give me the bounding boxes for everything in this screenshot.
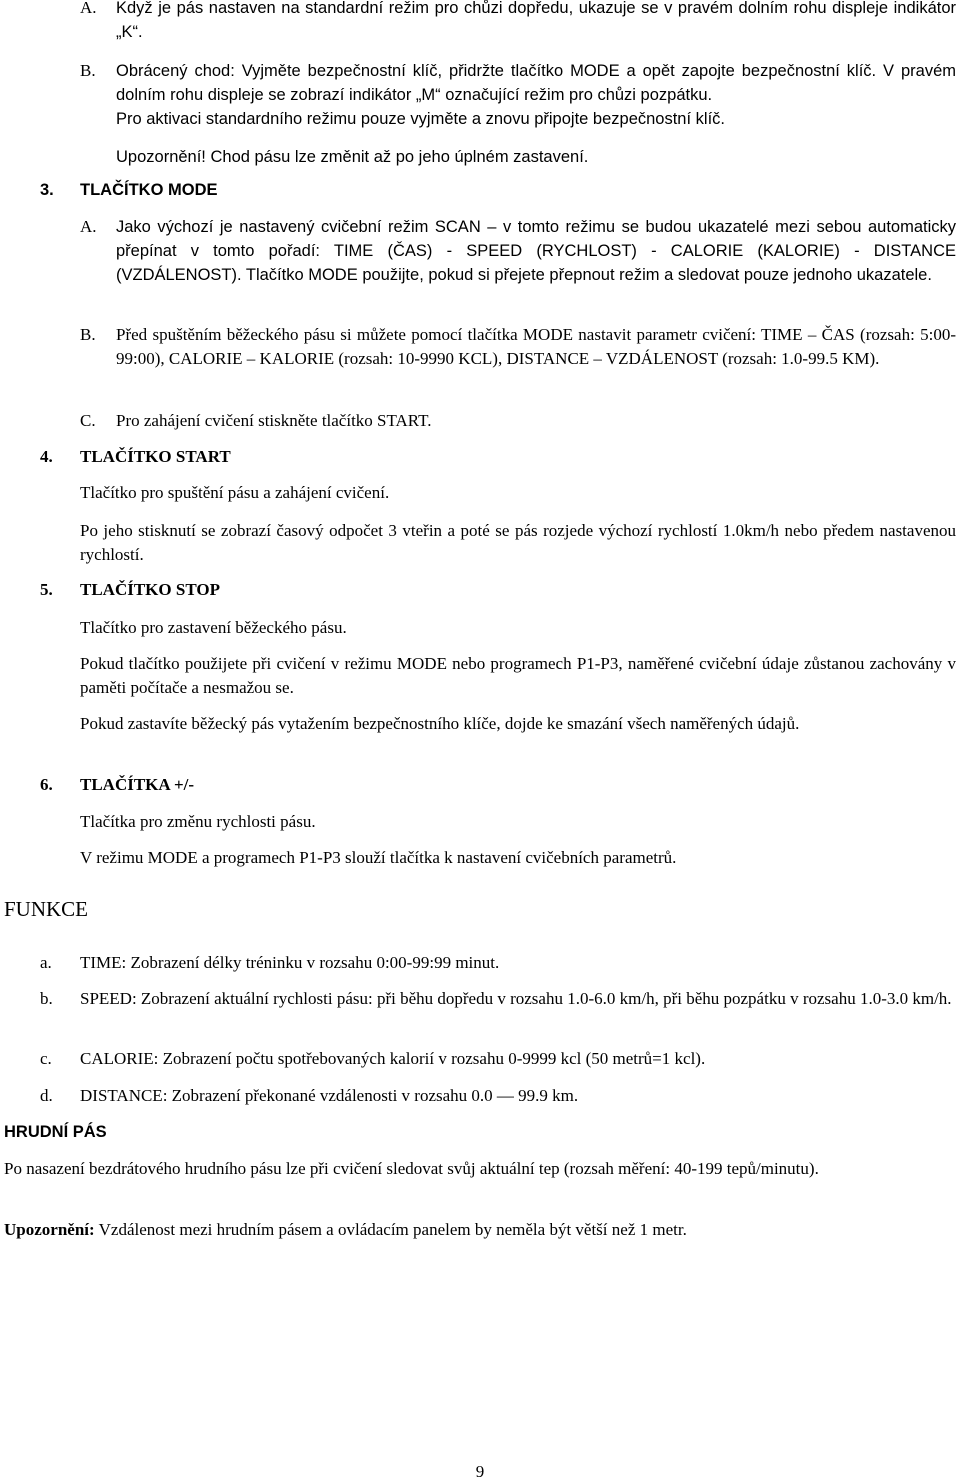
paragraph: Po jeho stisknutí se zobrazí časový odpočet 3 vteřin a poté se pás rozjede výchozí rychlostí 1.0km/h nebo předem nastavenou rychlostí. [80,521,956,564]
section-heading: TLAČÍTKA +/- [80,775,195,794]
paragraph: Před spuštěním běžeckého pásu si můžete pomocí tlačítka MODE nastavit parametr cvičení: TIME – ČAS (rozsah: 5:00-99:00), CALORIE – KALORIE (rozsah: 10-9990 KCL), DISTANCE – VZDÁLENOST (rozsah: 1.0-99.5 KM). [116,325,956,368]
warning-note: Upozornění! Chod pásu lze změnit až po jeho úplném zastavení. [116,148,589,166]
warning-label: Upozornění: [4,1220,95,1239]
paragraph: Po nasazení bezdrátového hrudního pásu lze při cvičení sledovat svůj aktuální tep (rozsah měření: 40-199 tepů/minutu). [4,1159,819,1178]
paragraph: Tlačítko pro spuštění pásu a zahájení cvičení. [80,483,390,502]
paragraph: Pokud tlačítko použijete při cvičení v režimu MODE nebo programech P1-P3, naměřené cvičební údaje zůstanou zachovány v paměti počítače a nesmažou se. [80,654,956,697]
item-marker: c. [40,1049,52,1068]
section-number: 5. [40,580,53,599]
page-number: 9 [475,1462,485,1481]
item-marker: B. [80,61,96,80]
item-marker: A. [80,217,97,236]
paragraph: V režimu MODE a programech P1-P3 slouží tlačítka k nastavení cvičebních parametrů. [80,848,677,867]
function-item: DISTANCE: Zobrazení překonané vzdálenosti v rozsahu 0.0 — 99.9 km. [80,1086,579,1105]
paragraph: Obrácený chod: Vyjměte bezpečnostní klíč, přidržte tlačítko MODE a opět zapojte bezpečnostní klíč. V pravém dolním rohu displeje se zobrazí indikátor „M“ označující režim pro chůzi pozpátku. [116,62,956,104]
section-heading: TLAČÍTKO START [80,447,231,466]
section-heading: TLAČÍTKO MODE [80,181,218,199]
function-item: SPEED: Zobrazení aktuální rychlosti pásu: při běhu dopředu v rozsahu 1.0-6.0 km/h, při běhu pozpátku v rozsahu 1.0-3.0 km/h. [80,989,952,1008]
item-marker: d. [40,1086,53,1105]
functions-heading: FUNKCE [4,897,89,921]
item-marker: b. [40,989,53,1008]
item-marker: a. [40,953,52,972]
function-item: TIME: Zobrazení délky tréninku v rozsahu 0:00-99:99 minut. [80,953,500,972]
warning-note [4,1218,956,1242]
paragraph: Pro zahájení cvičení stiskněte tlačítko START. [116,411,432,430]
section-number: 3. [40,181,54,199]
paragraph: Když je pás nastaven na standardní režim pro chůzi dopředu, ukazuje se v pravém dolním rohu displeje indikátor „K“. [116,0,956,41]
section-number: 6. [40,775,53,794]
function-item: CALORIE: Zobrazení počtu spotřebovaných kalorií v rozsahu 0-9999 kcl (50 metrů=1 kcl). [80,1049,706,1068]
paragraph: Pro aktivaci standardního režimu pouze vyjměte a znovu připojte bezpečnostní klíč. [116,110,725,128]
section-number: 4. [40,447,53,466]
item-marker: C. [80,411,96,430]
section-heading: TLAČÍTKO STOP [80,580,220,599]
paragraph: Pokud zastavíte běžecký pás vytažením bezpečnostního klíče, dojde ke smazání všech naměřených údajů. [80,714,800,733]
warning-text: Vzdálenost mezi hrudním pásem a ovládacím panelem by neměla být větší než 1 metr. [98,1220,687,1239]
paragraph: Tlačítka pro změnu rychlosti pásu. [80,812,316,831]
paragraph: Jako výchozí je nastavený cvičební režim SCAN – v tomto režimu se budou ukazatelé mezi sebou automaticky přepínat v tomto pořadí: TIME (ČAS) - SPEED (RYCHLOST) - CALORIE (KALORIE) - DISTANCE (VZDÁLENOST). Tlačítko MODE použijte, pokud si přejete přepnout režim a sledovat pouze jednoho ukazatele. [116,218,956,284]
item-marker: A. [80,0,97,17]
chest-strap-heading: HRUDNÍ PÁS [4,1123,107,1141]
paragraph: Tlačítko pro zastavení běžeckého pásu. [80,618,347,637]
item-marker: B. [80,325,96,344]
